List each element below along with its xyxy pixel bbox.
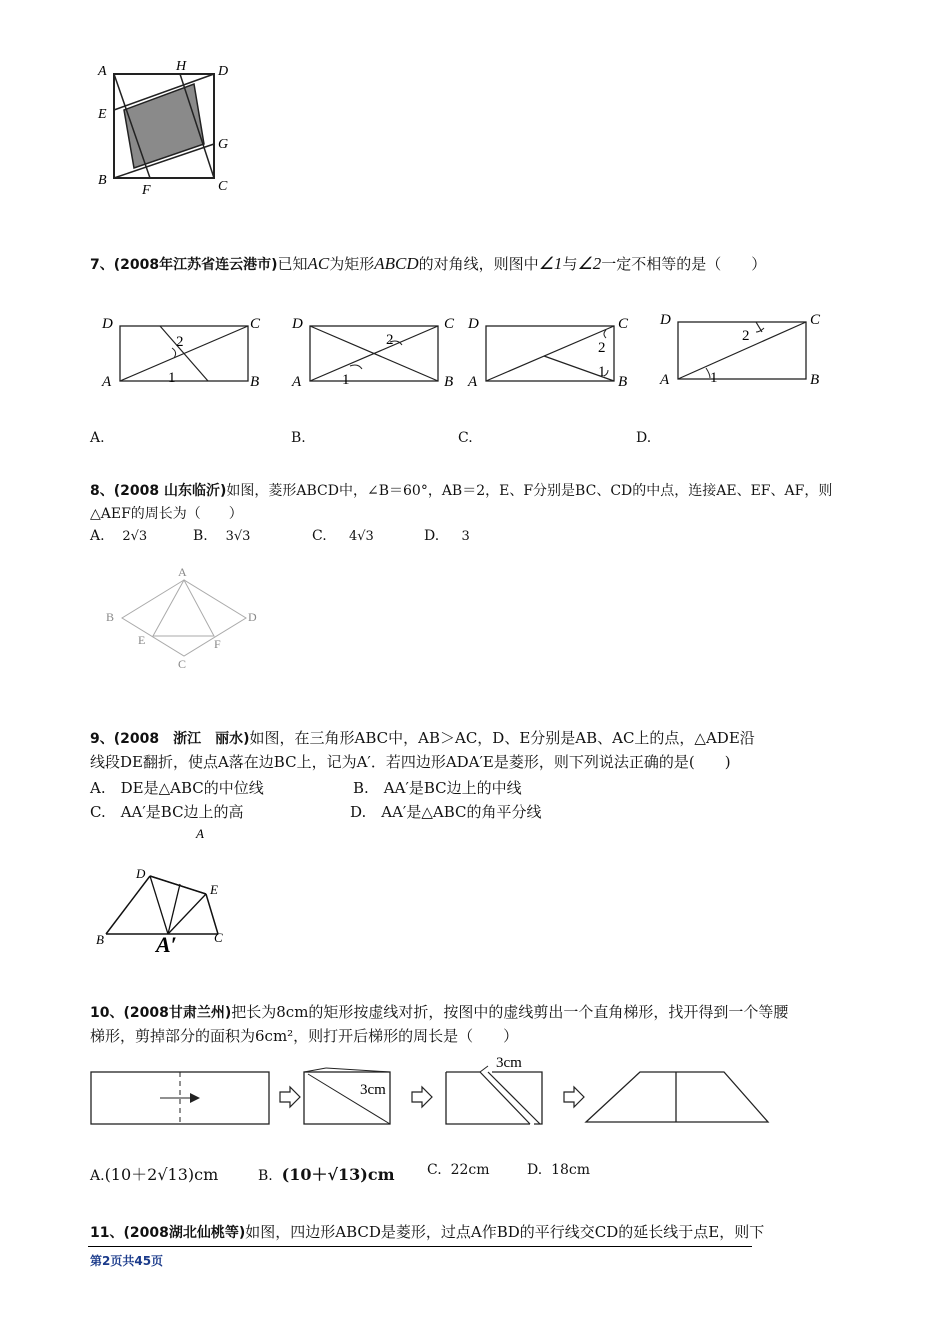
arrow-icon xyxy=(280,1087,300,1107)
q7d-angle-2: 2 xyxy=(742,328,750,344)
q8-head: 8、(2008 山东临沂) xyxy=(90,483,227,499)
q7a-angle-2: 2 xyxy=(176,334,184,350)
q7d-label-B: B xyxy=(810,372,820,388)
q9-option-a[interactable]: A. DE是△ABC的中位线 xyxy=(90,779,264,797)
fig6-label-H: H xyxy=(176,59,187,74)
figure-q10-folding xyxy=(88,1052,778,1132)
q7d-label-A: A xyxy=(660,372,670,388)
q10-option-c[interactable]: C. 22cm xyxy=(427,1162,490,1178)
q8-option-d[interactable]: D. 3 xyxy=(424,528,470,544)
fig6-label-E: E xyxy=(98,107,107,122)
q8-label-D: D xyxy=(248,610,257,624)
q9-label-B: B xyxy=(96,932,104,947)
q8-option-c[interactable]: C. 4√3 xyxy=(312,528,374,544)
fig6-label-F: F xyxy=(142,183,151,198)
q8-line2: △AEF的周长为（ ） xyxy=(90,506,243,522)
q7b-angle-1: 1 xyxy=(342,372,350,388)
q9-option-d[interactable]: D. AA′是△ABC的角平分线 xyxy=(350,803,542,821)
page-footer: 第2页共45页 xyxy=(90,1254,164,1268)
q9-head: 9、(2008 浙江 丽水) xyxy=(90,731,250,747)
q8-option-b[interactable]: B. 3√3 xyxy=(193,528,251,544)
q7-option-c[interactable]: C. xyxy=(458,430,473,446)
q8-label-B: B xyxy=(106,610,115,624)
q9-option-b[interactable]: B. AA′是BC边上的中线 xyxy=(353,779,522,797)
q7-option-d[interactable]: D. xyxy=(636,430,652,446)
figure-q9-triangle xyxy=(92,822,242,957)
q7c-label-A: A xyxy=(468,374,478,390)
q8-label-A: A xyxy=(178,565,187,579)
q7a-label-A: A xyxy=(102,374,112,390)
q7a-label-B: B xyxy=(250,374,260,390)
q7c-angle-2: 2 xyxy=(598,340,606,356)
arrow-icon xyxy=(412,1087,432,1107)
q10-option-a[interactable]: A.(10＋2√13)cm xyxy=(90,1165,219,1184)
q8-option-a[interactable]: A. 2√3 xyxy=(90,528,148,544)
fig6-label-G: G xyxy=(218,137,229,152)
q7d-angle-1: 1 xyxy=(710,370,718,386)
q8-label-E: E xyxy=(138,633,146,647)
q10-option-d[interactable]: D. 18cm xyxy=(527,1162,591,1178)
q11-head: 11、(2008湖北仙桃等) xyxy=(90,1225,246,1241)
q7c-angle-1: 1 xyxy=(598,364,606,380)
q7b-angle-2: 2 xyxy=(386,332,394,348)
q8-label-F: F xyxy=(214,637,221,651)
q9-line2: 线段DE翻折，使点A落在边BC上，记为A′．若四边形ADA′E是菱形，则下列说法正确的是( ) xyxy=(90,753,731,771)
q7-option-a[interactable]: A. xyxy=(90,430,105,446)
q7d-label-C: C xyxy=(810,312,821,328)
q8-line1: 8、(2008 山东临沂)如图，菱形ABCD中，∠B＝60°，AB＝2，E、F分别是BC、CD的中点，连接AE、EF、AF，则 xyxy=(90,483,833,499)
q10-line2: 梯形，剪掉部分的面积为6cm²，则打开后梯形的周长是（ ） xyxy=(90,1027,519,1045)
q10-line1: 10、(2008甘肃兰州)把长为8cm的矩形按虚线对折，按图中的虚线剪出一个直角梯形，找开得到一个等腰 xyxy=(90,1003,789,1021)
q9-line1: 9、(2008 浙江 丽水)如图，在三角形ABC中，AB＞AC，D、E分别是AB、AC上的点，△ADE沿 xyxy=(90,729,755,747)
q7-stem: 7、(2008年江苏省连云港市)已知AC为矩形ABCD的对角线，则图中∠1与∠2一定不相等的是（ ） xyxy=(90,254,767,273)
q7-option-b[interactable]: B. xyxy=(291,430,306,446)
q10-option-b[interactable]: B. (10＋√13)cm xyxy=(258,1165,395,1184)
fig6-label-D: D xyxy=(218,64,229,79)
q8-label-C: C xyxy=(178,657,187,671)
q7c-label-C: C xyxy=(618,316,629,332)
q11-line1: 11、(2008湖北仙桃等)如图，四边形ABCD是菱形，过点A作BD的平行线交CD的延长线于点E，则下 xyxy=(90,1223,765,1241)
figure-q6 xyxy=(92,58,242,198)
fig6-label-A: A xyxy=(98,64,107,79)
fig6-label-B: B xyxy=(98,173,107,188)
q9-label-E: E xyxy=(210,882,218,897)
q7a-angle-1: 1 xyxy=(168,370,176,386)
q7a-label-D: D xyxy=(102,316,113,332)
q9-label-D: D xyxy=(136,866,146,881)
q7-head: 7、(2008年江苏省连云港市) xyxy=(90,257,278,273)
fig6-label-C: C xyxy=(218,179,228,194)
figure-q7-d xyxy=(656,308,836,390)
figure-q7-b xyxy=(288,312,464,394)
q7a-label-C: C xyxy=(250,316,261,332)
q7b-label-C: C xyxy=(444,316,455,332)
q7d-label-D: D xyxy=(660,312,671,328)
figure-q7-a xyxy=(98,312,268,394)
footer-rule xyxy=(88,1246,752,1247)
q7b-label-D: D xyxy=(292,316,303,332)
q7c-label-D: D xyxy=(468,316,479,332)
figure-q8-rhombus xyxy=(100,562,270,674)
q7b-label-A: A xyxy=(292,374,302,390)
q10-cut-label: 3cm xyxy=(496,1055,522,1071)
q9-label-C: C xyxy=(214,930,223,945)
figure-q7-c xyxy=(464,312,640,394)
q10-head: 10、(2008甘肃兰州) xyxy=(90,1005,232,1021)
q7b-label-B: B xyxy=(444,374,454,390)
q9-option-c[interactable]: C. AA′是BC边上的高 xyxy=(90,803,244,821)
q9-label-A: A xyxy=(196,826,204,841)
q9-label-A-prime: A′ xyxy=(156,932,177,957)
q7c-label-B: B xyxy=(618,374,628,390)
q10-fold-label: 3cm xyxy=(360,1082,386,1098)
arrow-icon xyxy=(564,1087,584,1107)
